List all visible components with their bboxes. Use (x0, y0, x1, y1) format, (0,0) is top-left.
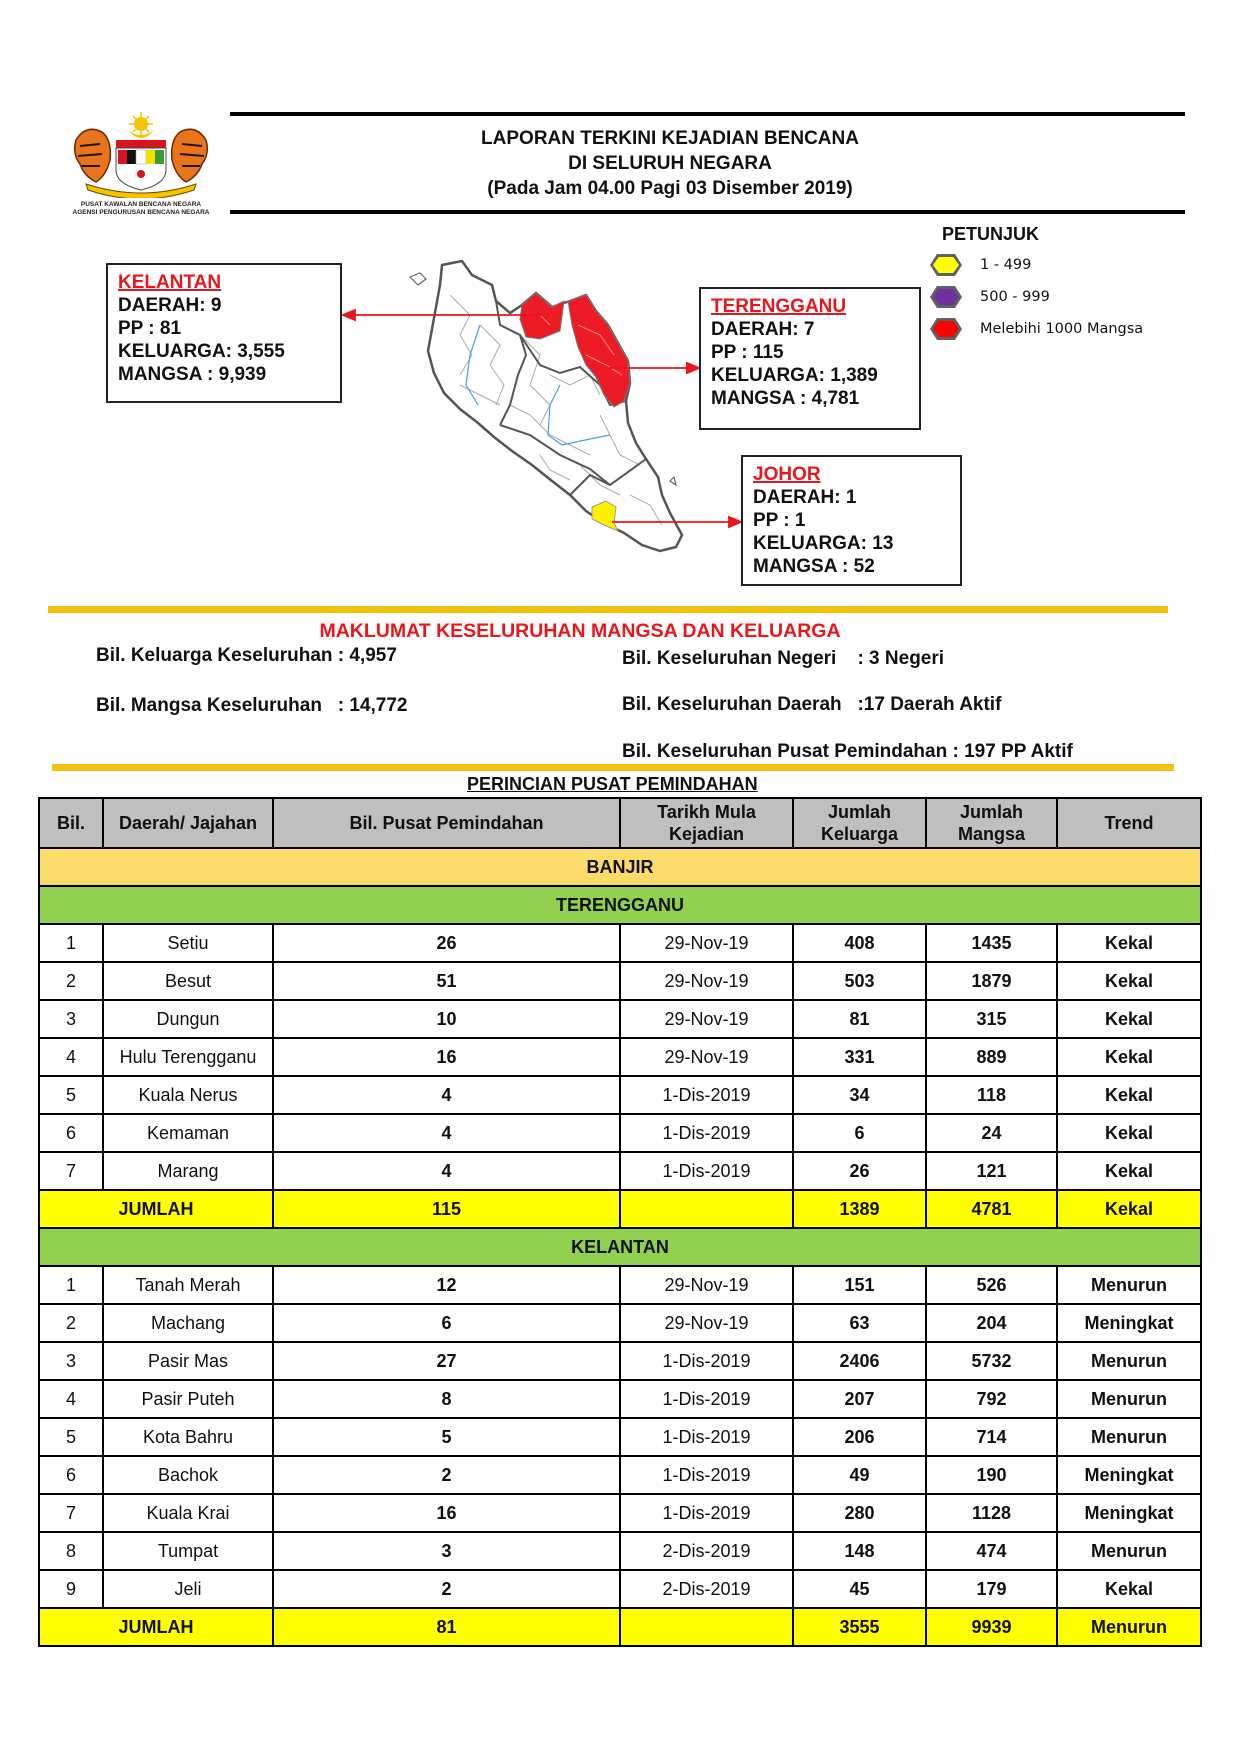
row-trend: Kekal (1057, 1152, 1201, 1190)
row-tarikh: 1-Dis-2019 (620, 1380, 793, 1418)
table-row (39, 1038, 1201, 1076)
row-pusat-pemindahan: 2 (273, 1570, 620, 1608)
row-daerah: Bachok (103, 1456, 273, 1494)
table-row (39, 1418, 1201, 1456)
map-landmass (428, 261, 682, 551)
hexagon-icon (930, 286, 962, 308)
row-bil: 5 (39, 1418, 103, 1456)
legend-swatch (933, 257, 959, 273)
row-daerah: Kota Bahru (103, 1418, 273, 1456)
row-bil: 2 (39, 1304, 103, 1342)
row-bil: 2 (39, 962, 103, 1000)
row-tarikh: 29-Nov-19 (620, 1266, 793, 1304)
island (670, 477, 676, 485)
row-mangsa: 1879 (926, 962, 1057, 1000)
total-trend: Kekal (1057, 1190, 1201, 1228)
col-header-mangsa-label: Jumlah Mangsa (957, 802, 1026, 844)
col-header-keluarga (793, 798, 926, 848)
summary-mangsa: Bil. Mangsa Keseluruhan : 14,772 (96, 695, 408, 716)
row-mangsa: 24 (926, 1114, 1057, 1152)
island (410, 273, 426, 285)
state-box-terengganu (699, 287, 921, 430)
row-bil: 9 (39, 1570, 103, 1608)
row-bil: 4 (39, 1380, 103, 1418)
state-name: TERENGGANU (711, 296, 847, 317)
row-pusat-pemindahan: 51 (273, 962, 620, 1000)
section-divider (52, 764, 1174, 771)
row-mangsa: 121 (926, 1152, 1057, 1190)
state-mangsa: MANGSA : 4,781 (711, 388, 860, 409)
row-daerah: Tanah Merah (103, 1266, 273, 1304)
total-tarikh-empty (620, 1608, 793, 1646)
row-keluarga: 49 (793, 1456, 926, 1494)
state-pp: PP : 115 (711, 342, 784, 363)
table-row (39, 1152, 1201, 1190)
row-daerah: Pasir Mas (103, 1342, 273, 1380)
disaster-type-row (39, 848, 1201, 886)
row-keluarga: 63 (793, 1304, 926, 1342)
row-tarikh: 2-Dis-2019 (620, 1532, 793, 1570)
col-header-pusat-pemindahan: Bil. Pusat Pemindahan (273, 798, 620, 848)
row-mangsa: 315 (926, 1000, 1057, 1038)
row-mangsa: 118 (926, 1076, 1057, 1114)
state-name: JOHOR (753, 464, 821, 485)
org-name-line1: PUSAT KAWALAN BENCANA NEGARA (80, 201, 202, 208)
row-mangsa: 889 (926, 1038, 1057, 1076)
state-daerah: DAERAH: 1 (753, 487, 857, 508)
section-divider (48, 606, 1168, 613)
row-tarikh: 1-Dis-2019 (620, 1114, 793, 1152)
row-bil: 4 (39, 1038, 103, 1076)
johor-district-region (592, 501, 618, 531)
header-rule-bottom (230, 210, 1185, 214)
title-line-1: LAPORAN TERKINI KEJADIAN BENCANA (481, 128, 859, 149)
row-trend: Menurun (1057, 1418, 1201, 1456)
state-pp: PP : 81 (118, 318, 182, 339)
table-row (39, 1076, 1201, 1114)
row-bil: 3 (39, 1342, 103, 1380)
legend-title: PETUNJUK (942, 224, 1040, 244)
col-header-bil: Bil. (39, 798, 103, 848)
table-row (39, 924, 1201, 962)
table-row (39, 1342, 1201, 1380)
row-daerah: Pasir Puteh (103, 1380, 273, 1418)
col-header-tarikh-label: Tarikh Mula Kejadian (657, 802, 756, 844)
legend-item (930, 313, 1190, 345)
total-mangsa: 9939 (926, 1608, 1057, 1646)
row-trend: Kekal (1057, 1076, 1201, 1114)
table-row (39, 1304, 1201, 1342)
table-row (39, 1266, 1201, 1304)
row-mangsa: 526 (926, 1266, 1057, 1304)
row-keluarga: 207 (793, 1380, 926, 1418)
total-pusat-pemindahan: 115 (273, 1190, 620, 1228)
row-daerah: Besut (103, 962, 273, 1000)
row-keluarga: 151 (793, 1266, 926, 1304)
row-mangsa: 190 (926, 1456, 1057, 1494)
row-mangsa: 714 (926, 1418, 1057, 1456)
table-row (39, 1380, 1201, 1418)
row-pusat-pemindahan: 16 (273, 1038, 620, 1076)
row-trend: Meningkat (1057, 1304, 1201, 1342)
row-daerah: Machang (103, 1304, 273, 1342)
row-bil: 1 (39, 1266, 103, 1304)
row-trend: Kekal (1057, 962, 1201, 1000)
legend-swatch (933, 289, 959, 305)
state-section-row (39, 886, 1201, 924)
row-keluarga: 280 (793, 1494, 926, 1532)
row-bil: 1 (39, 924, 103, 962)
state-section-row (39, 1228, 1201, 1266)
row-trend: Menurun (1057, 1266, 1201, 1304)
row-tarikh: 1-Dis-2019 (620, 1456, 793, 1494)
row-pusat-pemindahan: 27 (273, 1342, 620, 1380)
state-box-johor (741, 455, 962, 586)
row-daerah: Tumpat (103, 1532, 273, 1570)
report-title (230, 126, 1110, 201)
total-mangsa: 4781 (926, 1190, 1057, 1228)
row-keluarga: 6 (793, 1114, 926, 1152)
row-pusat-pemindahan: 2 (273, 1456, 620, 1494)
row-keluarga: 408 (793, 924, 926, 962)
row-tarikh: 1-Dis-2019 (620, 1076, 793, 1114)
legend-item (930, 249, 1190, 281)
row-pusat-pemindahan: 4 (273, 1152, 620, 1190)
table-row (39, 1532, 1201, 1570)
row-trend: Kekal (1057, 1114, 1201, 1152)
row-daerah: Kuala Krai (103, 1494, 273, 1532)
row-pusat-pemindahan: 8 (273, 1380, 620, 1418)
row-trend: Menurun (1057, 1342, 1201, 1380)
row-bil: 6 (39, 1456, 103, 1494)
summary-pusat-pemindahan: Bil. Keseluruhan Pusat Pemindahan : 197 PP Aktif (622, 741, 1073, 762)
map-legend (930, 224, 1190, 345)
row-daerah: Jeli (103, 1570, 273, 1608)
row-mangsa: 5732 (926, 1342, 1057, 1380)
row-keluarga: 331 (793, 1038, 926, 1076)
col-header-keluarga-label: Jumlah Keluarga (820, 802, 899, 844)
table-row (39, 962, 1201, 1000)
row-bil: 5 (39, 1076, 103, 1114)
agency-logo (66, 110, 216, 220)
row-keluarga: 45 (793, 1570, 926, 1608)
peninsular-malaysia-map (400, 255, 700, 570)
row-keluarga: 26 (793, 1152, 926, 1190)
row-bil: 3 (39, 1000, 103, 1038)
row-tarikh: 1-Dis-2019 (620, 1152, 793, 1190)
legend-label: Melebihi 1000 Mangsa (980, 321, 1144, 337)
org-name-line2: AGENSI PENGURUSAN BENCANA NEGARA (72, 209, 210, 216)
title-line-3: (Pada Jam 04.00 Pagi 03 Disember 2019) (487, 178, 853, 199)
row-daerah: Dungun (103, 1000, 273, 1038)
row-pusat-pemindahan: 3 (273, 1532, 620, 1570)
summary-title: MAKLUMAT KESELURUHAN MANGSA DAN KELUARGA (319, 620, 841, 642)
row-tarikh: 29-Nov-19 (620, 1000, 793, 1038)
row-daerah: Marang (103, 1152, 273, 1190)
legend-label: 500 - 999 (980, 289, 1050, 305)
table-row (39, 1114, 1201, 1152)
row-pusat-pemindahan: 4 (273, 1114, 620, 1152)
row-pusat-pemindahan: 10 (273, 1000, 620, 1038)
row-pusat-pemindahan: 16 (273, 1494, 620, 1532)
state-keluarga: KELUARGA: 3,555 (118, 341, 285, 362)
hexagon-icon (930, 254, 962, 276)
total-row (39, 1190, 1201, 1228)
state-mangsa: MANGSA : 52 (753, 556, 875, 577)
state-keluarga: KELUARGA: 13 (753, 533, 894, 554)
row-trend: Kekal (1057, 924, 1201, 962)
col-header-trend: Trend (1057, 798, 1201, 848)
legend-swatch (933, 321, 959, 337)
row-daerah: Setiu (103, 924, 273, 962)
row-mangsa: 179 (926, 1570, 1057, 1608)
summary-daerah: Bil. Keseluruhan Daerah :17 Daerah Aktif (622, 694, 1002, 715)
row-pusat-pemindahan: 12 (273, 1266, 620, 1304)
row-tarikh: 29-Nov-19 (620, 1038, 793, 1076)
state-box-kelantan (106, 263, 342, 403)
state-pp: PP : 1 (753, 510, 806, 531)
row-mangsa: 204 (926, 1304, 1057, 1342)
legend-item (930, 281, 1190, 313)
state-daerah: DAERAH: 7 (711, 319, 815, 340)
col-header-daerah: Daerah/ Jajahan (103, 798, 273, 848)
table-row (39, 1000, 1201, 1038)
row-trend: Menurun (1057, 1532, 1201, 1570)
row-keluarga: 503 (793, 962, 926, 1000)
row-trend: Menurun (1057, 1380, 1201, 1418)
total-label: JUMLAH (39, 1190, 273, 1228)
row-mangsa: 474 (926, 1532, 1057, 1570)
hexagon-icon (930, 318, 962, 340)
total-keluarga: 3555 (793, 1608, 926, 1646)
col-header-tarikh (620, 798, 793, 848)
row-keluarga: 148 (793, 1532, 926, 1570)
state-section-name: KELANTAN (39, 1228, 1201, 1266)
evacuation-centre-table (38, 797, 1202, 1647)
row-bil: 7 (39, 1152, 103, 1190)
total-pusat-pemindahan: 81 (273, 1608, 620, 1646)
row-pusat-pemindahan: 4 (273, 1076, 620, 1114)
row-pusat-pemindahan: 6 (273, 1304, 620, 1342)
table-row (39, 1456, 1201, 1494)
row-trend: Meningkat (1057, 1494, 1201, 1532)
col-header-mangsa (926, 798, 1057, 848)
row-daerah: Hulu Terengganu (103, 1038, 273, 1076)
table-row (39, 1494, 1201, 1532)
legend-label: 1 - 499 (980, 257, 1032, 273)
total-trend: Menurun (1057, 1608, 1201, 1646)
row-pusat-pemindahan: 5 (273, 1418, 620, 1456)
state-section-name: TERENGGANU (39, 886, 1201, 924)
row-trend: Kekal (1057, 1570, 1201, 1608)
state-daerah: DAERAH: 9 (118, 295, 222, 316)
state-name: KELANTAN (118, 272, 222, 293)
row-tarikh: 29-Nov-19 (620, 962, 793, 1000)
total-label: JUMLAH (39, 1608, 273, 1646)
title-line-2: DI SELURUH NEGARA (568, 153, 772, 174)
table-title: PERINCIAN PUSAT PEMINDAHAN (467, 774, 758, 794)
state-mangsa: MANGSA : 9,939 (118, 364, 267, 385)
total-tarikh-empty (620, 1190, 793, 1228)
row-tarikh: 29-Nov-19 (620, 1304, 793, 1342)
row-tarikh: 2-Dis-2019 (620, 1570, 793, 1608)
table-header-row (39, 798, 1201, 848)
summary-negeri: Bil. Keseluruhan Negeri : 3 Negeri (622, 648, 945, 669)
row-tarikh: 1-Dis-2019 (620, 1418, 793, 1456)
row-daerah: Kemaman (103, 1114, 273, 1152)
coat-of-arms-icon (66, 110, 216, 198)
row-keluarga: 206 (793, 1418, 926, 1456)
row-bil: 7 (39, 1494, 103, 1532)
total-keluarga: 1389 (793, 1190, 926, 1228)
row-tarikh: 29-Nov-19 (620, 924, 793, 962)
row-mangsa: 1128 (926, 1494, 1057, 1532)
row-tarikh: 1-Dis-2019 (620, 1494, 793, 1532)
row-bil: 6 (39, 1114, 103, 1152)
table-row (39, 1570, 1201, 1608)
header-rule-top (230, 112, 1185, 116)
row-trend: Kekal (1057, 1038, 1201, 1076)
arrowhead-icon (729, 517, 741, 527)
arrowhead-icon (343, 310, 355, 320)
row-keluarga: 81 (793, 1000, 926, 1038)
row-mangsa: 1435 (926, 924, 1057, 962)
row-trend: Kekal (1057, 1000, 1201, 1038)
row-trend: Meningkat (1057, 1456, 1201, 1494)
row-keluarga: 2406 (793, 1342, 926, 1380)
row-mangsa: 792 (926, 1380, 1057, 1418)
row-pusat-pemindahan: 26 (273, 924, 620, 962)
summary-keluarga: Bil. Keluarga Keseluruhan : 4,957 (96, 645, 397, 666)
row-daerah: Kuala Nerus (103, 1076, 273, 1114)
state-keluarga: KELUARGA: 1,389 (711, 365, 878, 386)
row-keluarga: 34 (793, 1076, 926, 1114)
row-bil: 8 (39, 1532, 103, 1570)
disaster-type: BANJIR (39, 848, 1201, 886)
total-row (39, 1608, 1201, 1646)
row-tarikh: 1-Dis-2019 (620, 1342, 793, 1380)
